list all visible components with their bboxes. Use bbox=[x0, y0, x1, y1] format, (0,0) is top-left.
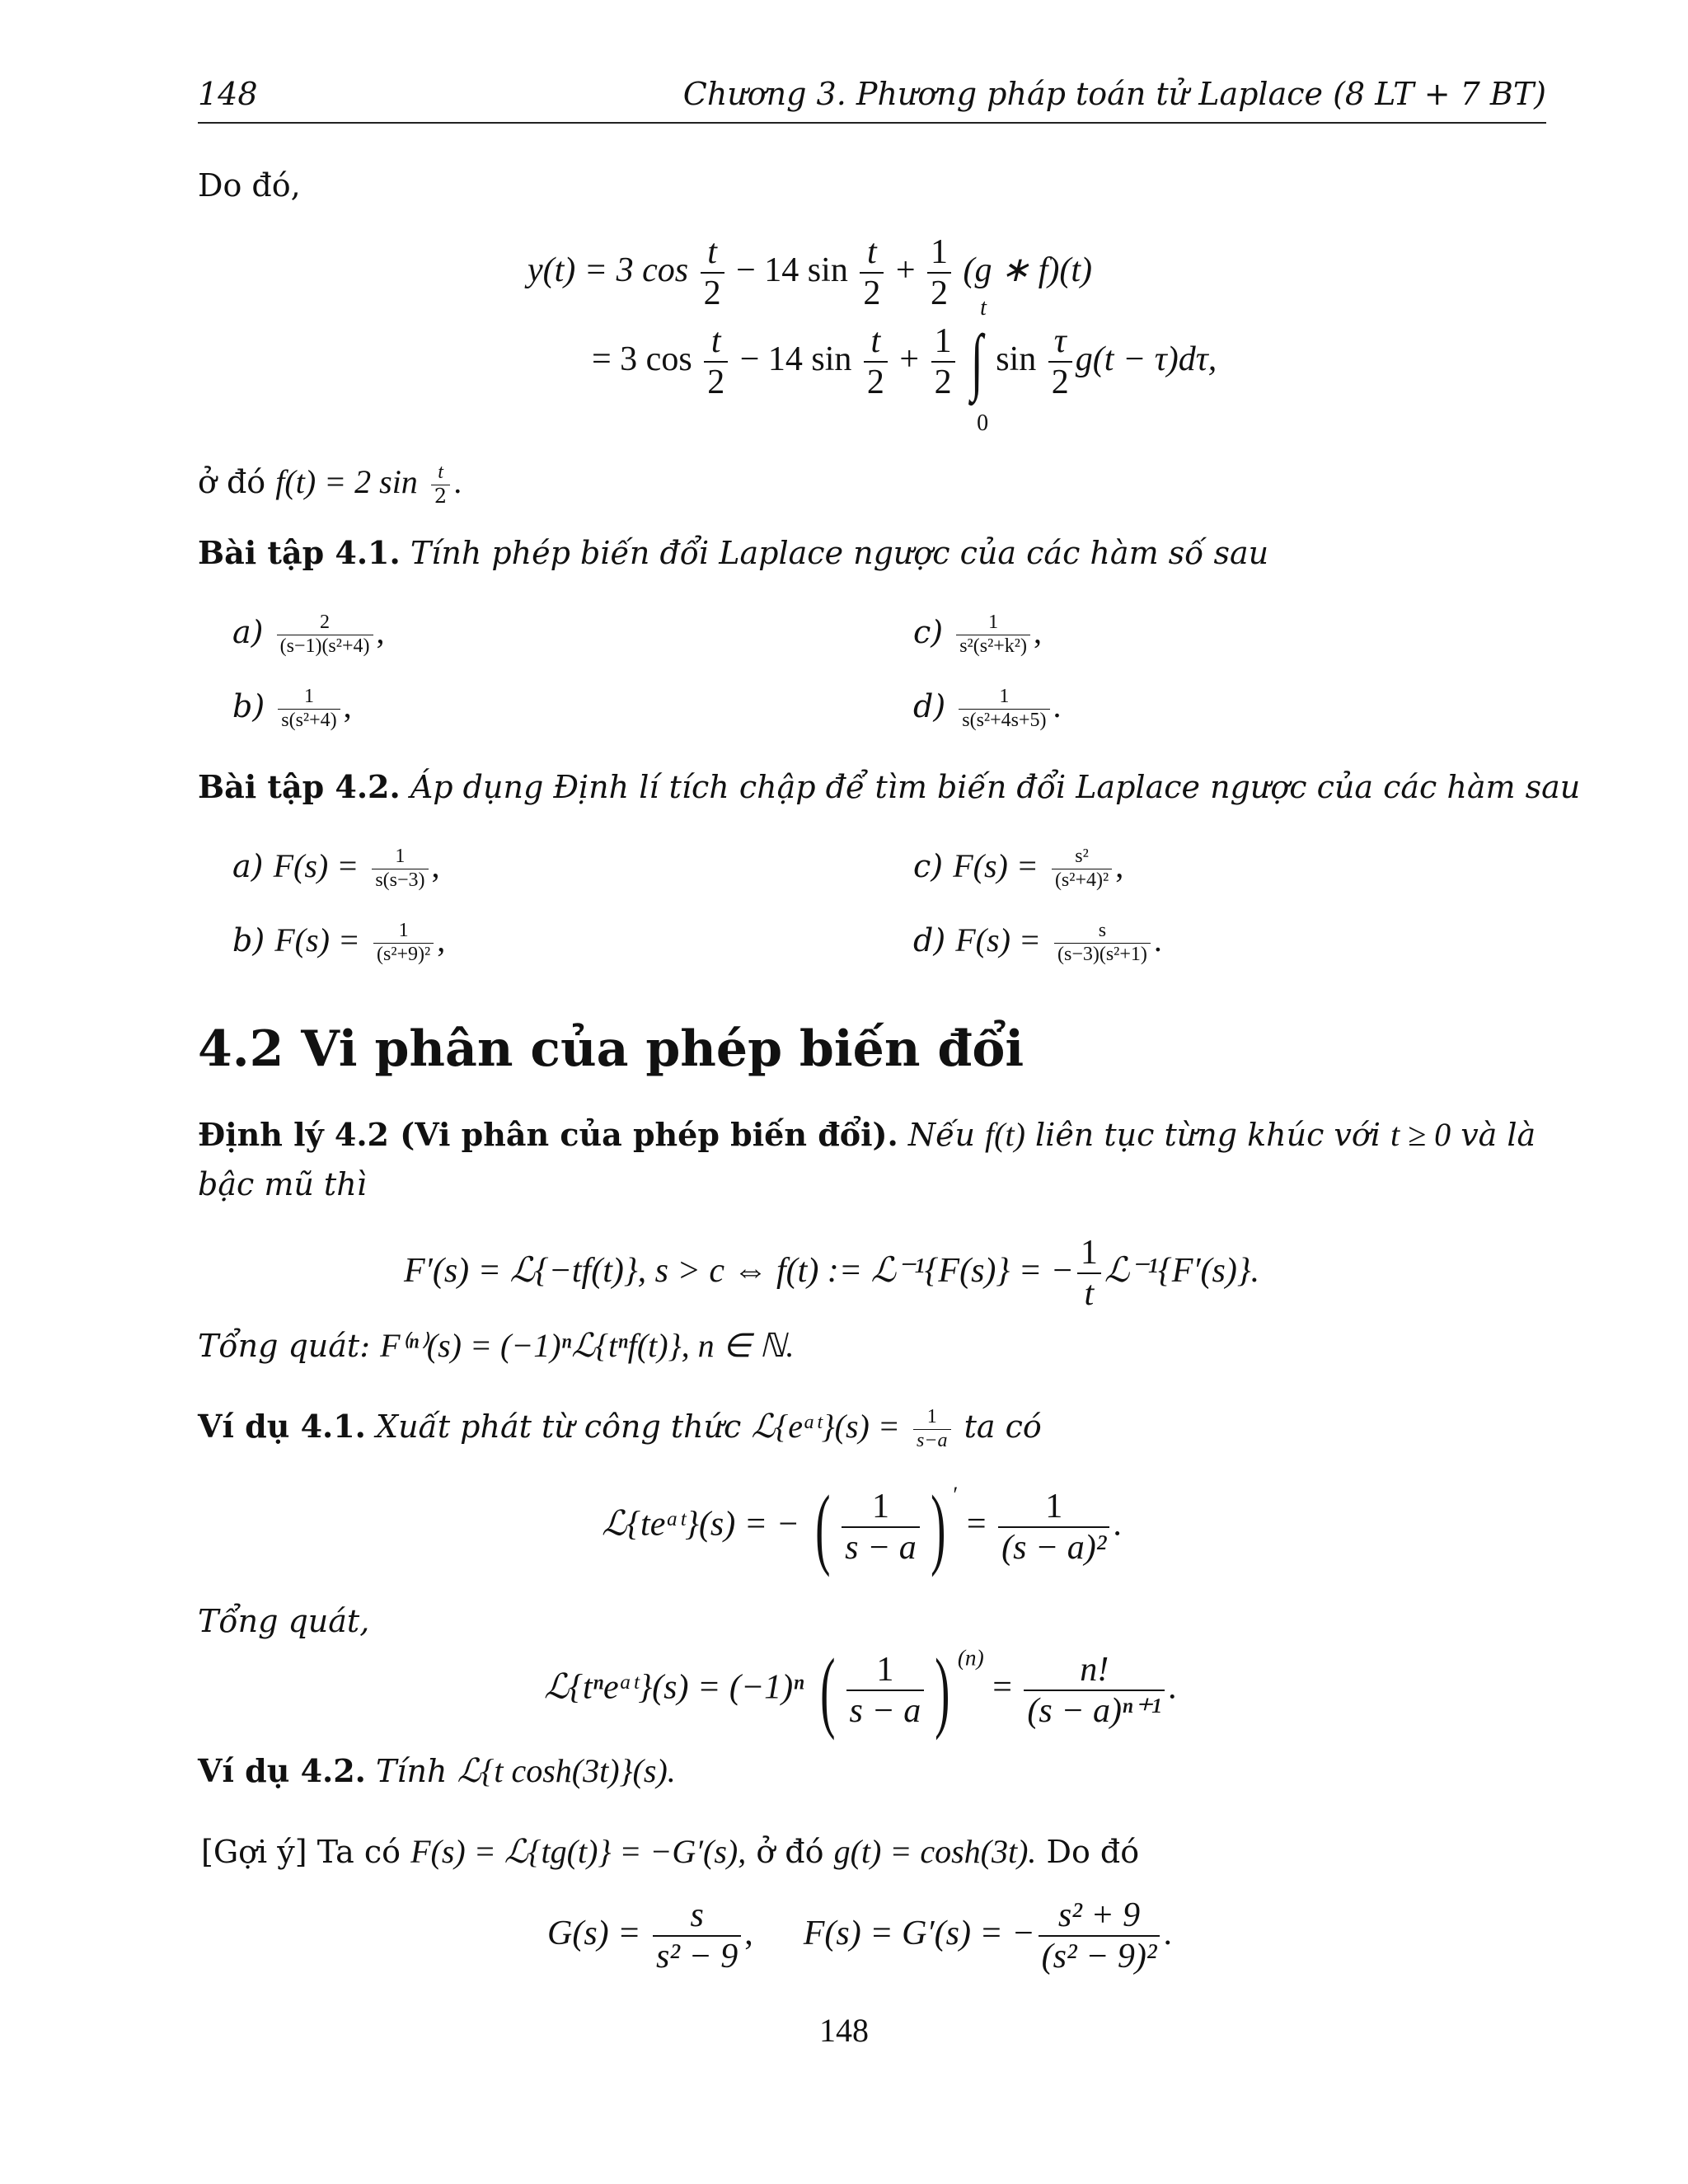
fraction: $\frac{\text{s² + 9}}{\text{(s² − 9)²}}$ bbox=[1039, 1896, 1160, 1977]
fraction: $\frac{s}{\text{s² − 9}}$ bbox=[653, 1896, 741, 1977]
general-formula: Tổng quát: F⁽ⁿ⁾(s) = (−1)ⁿℒ{tⁿf(t)}, n ∈ ℕ. bbox=[198, 1327, 795, 1364]
fraction: $\frac{1}{s - a}$ bbox=[846, 1650, 925, 1732]
fraction: $\frac{1}{s-a}$ bbox=[913, 1406, 951, 1452]
equation-y-line2 bbox=[592, 295, 1217, 437]
hint-label: [Gợi ý] bbox=[201, 1834, 307, 1870]
fraction: $\frac{t}{2}$ bbox=[860, 232, 884, 314]
fraction: $\frac{t}{2}$ bbox=[864, 321, 888, 403]
eq-text: (g ∗ f)(t) bbox=[963, 251, 1092, 289]
integral bbox=[967, 295, 989, 437]
left-paren: ( bbox=[815, 1477, 831, 1577]
theorem-4-2: Định lý 4.2 (Vi phân của phép biến đổi). Nếu f(t) liên tục từng khúc với t ≥ 0 và là bbox=[198, 1116, 1536, 1153]
exercise-4-2-item-d: d) F(s) = $\frac{s}{\text{(s−3)(s²+1)}}$ . bbox=[913, 920, 1162, 965]
eq-text: − 14 sin bbox=[736, 251, 848, 289]
example-label: Ví dụ 4.2. bbox=[198, 1752, 366, 1789]
intro-text: Do đó, bbox=[198, 167, 301, 204]
header-page-number: 148 bbox=[198, 76, 258, 112]
fraction: $\frac{1}{\text{s(s²+4s+5)}}$ bbox=[959, 686, 1049, 732]
theorem-label: Định lý 4.2 (Vi phân của phép biến đổi). bbox=[198, 1116, 898, 1153]
exercise-4-1-item-c: c) $\frac{1}{\text{s²(s²+k²)}}$ , bbox=[913, 612, 1042, 657]
eq-text: = 3 cos bbox=[592, 340, 692, 378]
fraction: $\frac{\tau}{2}$ bbox=[1048, 321, 1072, 403]
fraction: $\frac{t}{2}$ bbox=[701, 232, 724, 314]
eq-text: sin bbox=[996, 340, 1037, 378]
exercise-4-1-item-b: b) $\frac{1}{\text{s(s²+4)}}$ , bbox=[232, 686, 352, 731]
header-chapter-title: Chương 3. Phương pháp toán tử Laplace (8 LT + 7 BT) bbox=[682, 76, 1546, 112]
exercise-text: Tính phép biến đổi Laplace ngược của các hàm số sau bbox=[410, 535, 1269, 571]
fraction: $\frac{1}{\text{(s²+9)²}}$ bbox=[373, 920, 434, 966]
exercise-4-2-heading bbox=[198, 766, 1580, 808]
exercise-4-2-item-c: c) F(s) = $\frac{\text{s²}}{\text{(s²+4)²}}$ , bbox=[913, 846, 1124, 891]
example-4-2-heading: Ví dụ 4.2. Tính ℒ{t cosh(3t)}(s). bbox=[198, 1752, 676, 1789]
fraction: $\frac{t}{2}$ bbox=[704, 321, 728, 403]
fraction: $\frac{1}{\text{s(s²+4)}}$ bbox=[278, 686, 340, 732]
right-paren: ) bbox=[930, 1477, 946, 1577]
fraction: $\frac{n!}{\text{(s − a)ⁿ⁺¹}}$ bbox=[1024, 1650, 1165, 1732]
fraction: $\frac{1}{2}$ bbox=[931, 321, 955, 403]
exercise-4-1-item-d: d) $\frac{1}{\text{s(s²+4s+5)}}$ . bbox=[913, 686, 1062, 731]
plus-sign: + bbox=[899, 340, 920, 378]
fraction: $\frac{2}{\text{(s−1)(s²+4)}}$ bbox=[277, 612, 373, 658]
integral-lower-limit: 0 bbox=[977, 410, 989, 437]
integral-sign-icon: ∫ bbox=[971, 321, 983, 403]
theorem-line2: bậc mũ thì bbox=[198, 1166, 367, 1202]
footer-page-number: 148 bbox=[819, 2012, 869, 2049]
exercise-4-2-item-a: a) F(s) = $\frac{1}{s(s-3)}$ , bbox=[232, 846, 440, 891]
eq-text: y(t) = 3 cos bbox=[528, 251, 689, 289]
integral-upper-limit: t bbox=[980, 295, 987, 321]
hint-line: [Gợi ý] Ta có F(s) = ℒ{tg(t)} = −G′(s), ở đó g(t) = cosh(3t). Do đó bbox=[201, 1833, 1140, 1870]
exercise-4-1-heading bbox=[198, 532, 1268, 574]
left-paren: ( bbox=[820, 1640, 836, 1741]
fraction: $\frac{1}{s(s-3)}$ bbox=[372, 846, 428, 892]
hint-equation: G(s) = $\frac{s}{\text{s² − 9}}$ , F(s) = G′(s) = − $\frac{\text{s² + 9}}{\text{(s² − 9)²}}$ . bbox=[547, 1896, 1172, 1976]
section-title: 4.2 Vi phân của phép biến đổi bbox=[198, 1020, 1025, 1078]
fraction: $\frac{\text{s²}}{\text{(s²+4)²}}$ bbox=[1052, 846, 1112, 892]
exercise-4-2-item-b: b) F(s) = $\frac{1}{\text{(s²+9)²}}$ , bbox=[232, 920, 446, 965]
exercise-text: Áp dụng Định lí tích chập để tìm biến đổi Laplace ngược của các hàm sau bbox=[410, 769, 1581, 805]
fraction: $\frac{1}{\text{s²(s²+k²)}}$ bbox=[956, 612, 1030, 658]
fraction: $\frac{1}{s - a}$ bbox=[842, 1487, 920, 1568]
theorem-equation: F′(s) = ℒ{−tf(t)}, s > c ⇔ f(t) := ℒ⁻¹{F(s)} = − $\frac{1}{t}$ ℒ⁻¹{F′(s)}. bbox=[404, 1234, 1260, 1314]
fraction: $\frac{s}{\text{(s−3)(s²+1)}}$ bbox=[1054, 920, 1151, 966]
exercise-4-1-item-a: a) $\frac{2}{\text{(s−1)(s²+4)}}$ , bbox=[232, 612, 385, 657]
exercise-label: Bài tập 4.2. bbox=[198, 768, 401, 805]
example-label: Ví dụ 4.1. bbox=[198, 1408, 366, 1445]
exercise-label: Bài tập 4.1. bbox=[198, 534, 401, 571]
where-f-line: ở đó f(t) = 2 sin $\frac{t}{2}$ . bbox=[198, 462, 462, 508]
running-header bbox=[198, 73, 1546, 124]
example-4-1-equation: ℒ{teᵃᵗ}(s) = − ( $\frac{1}{s - a}$ ) ′ = $\frac{1}{\text{(s − a)²}}$ . bbox=[602, 1477, 1122, 1577]
fraction: $\frac{1}{2}$ bbox=[927, 232, 951, 314]
example-4-1-heading: Ví dụ 4.1. Xuất phát từ công thức ℒ{eᵃᵗ}(s) = $\frac{1}{s-a}$ ta có bbox=[198, 1406, 1042, 1451]
equation-y-line1 bbox=[528, 232, 1092, 314]
fraction: $\frac{1}{t}$ bbox=[1077, 1233, 1101, 1315]
right-paren: ) bbox=[935, 1640, 950, 1741]
fraction: $\frac{t}{2}$ bbox=[431, 462, 450, 508]
fraction: $\frac{1}{\text{(s − a)²}}$ bbox=[998, 1487, 1109, 1568]
general-label: Tổng quát, bbox=[198, 1603, 370, 1639]
eq-text: − 14 sin bbox=[739, 340, 852, 378]
eq-text: g(t − τ)dτ, bbox=[1075, 340, 1217, 378]
general-equation: ℒ{tⁿeᵃᵗ}(s) = (−1)ⁿ ( $\frac{1}{s - a}$ ) $^{(n)}$ = $\frac{n!}{\text{(s − a)ⁿ⁺¹}}$ . bbox=[544, 1640, 1177, 1741]
plus-sign: + bbox=[895, 251, 916, 289]
